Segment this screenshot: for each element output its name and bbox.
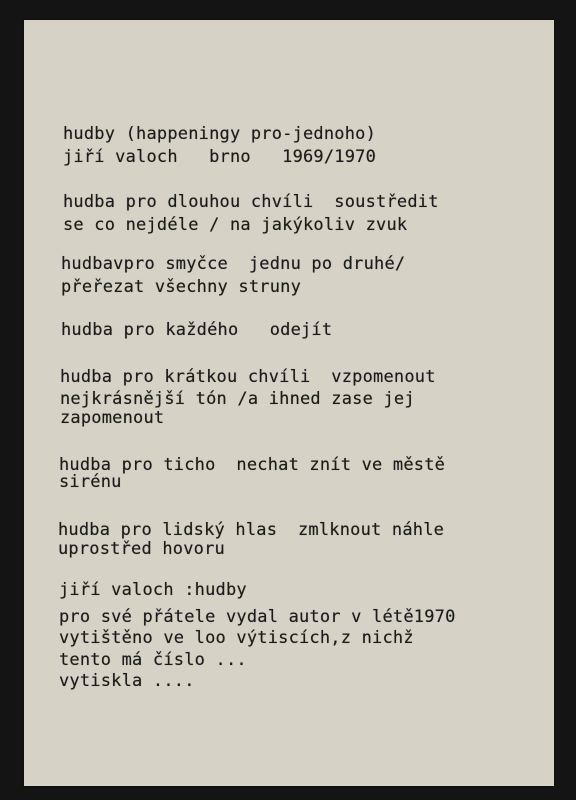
text-line: sirénu (59, 472, 122, 492)
colophon-line: vytištěno ve loo výtiscích,z nichž (59, 628, 414, 648)
text-line: uprostřed hovoru (58, 539, 225, 559)
author-line: jiří valoch brno 1969/1970 (63, 147, 377, 167)
text-line: hudba pro ticho nechat znít ve městě (59, 455, 446, 475)
paper-sheet (24, 20, 554, 786)
text-line: hudbavpro smyčce jednu po druhé/ (61, 254, 406, 274)
text-line: hudba pro lidský hlas zmlknout náhle (58, 520, 445, 540)
colophon-line: pro své přátele vydal autor v létě1970 (59, 607, 456, 627)
title-line: hudby (happeningy pro-jednoho) (63, 124, 377, 144)
text-line: přeřezat všechny struny (61, 277, 302, 297)
text-line: zapomenout (60, 408, 165, 428)
text-line: hudba pro krátkou chvíli vzpomenout (60, 367, 436, 387)
colophon-line: jiří valoch :hudby (59, 580, 247, 600)
colophon-line: tento má číslo ... (59, 650, 247, 670)
text-line: se co nejdéle / na jakýkoliv zvuk (63, 215, 408, 235)
colophon-line: vytiskla .... (59, 671, 195, 691)
text-line: hudba pro každého odejít (61, 320, 333, 340)
text-line: hudba pro dlouhou chvíli soustředit (63, 192, 439, 212)
text-line: nejkrásnější tón /a ihned zase jej (60, 389, 415, 409)
